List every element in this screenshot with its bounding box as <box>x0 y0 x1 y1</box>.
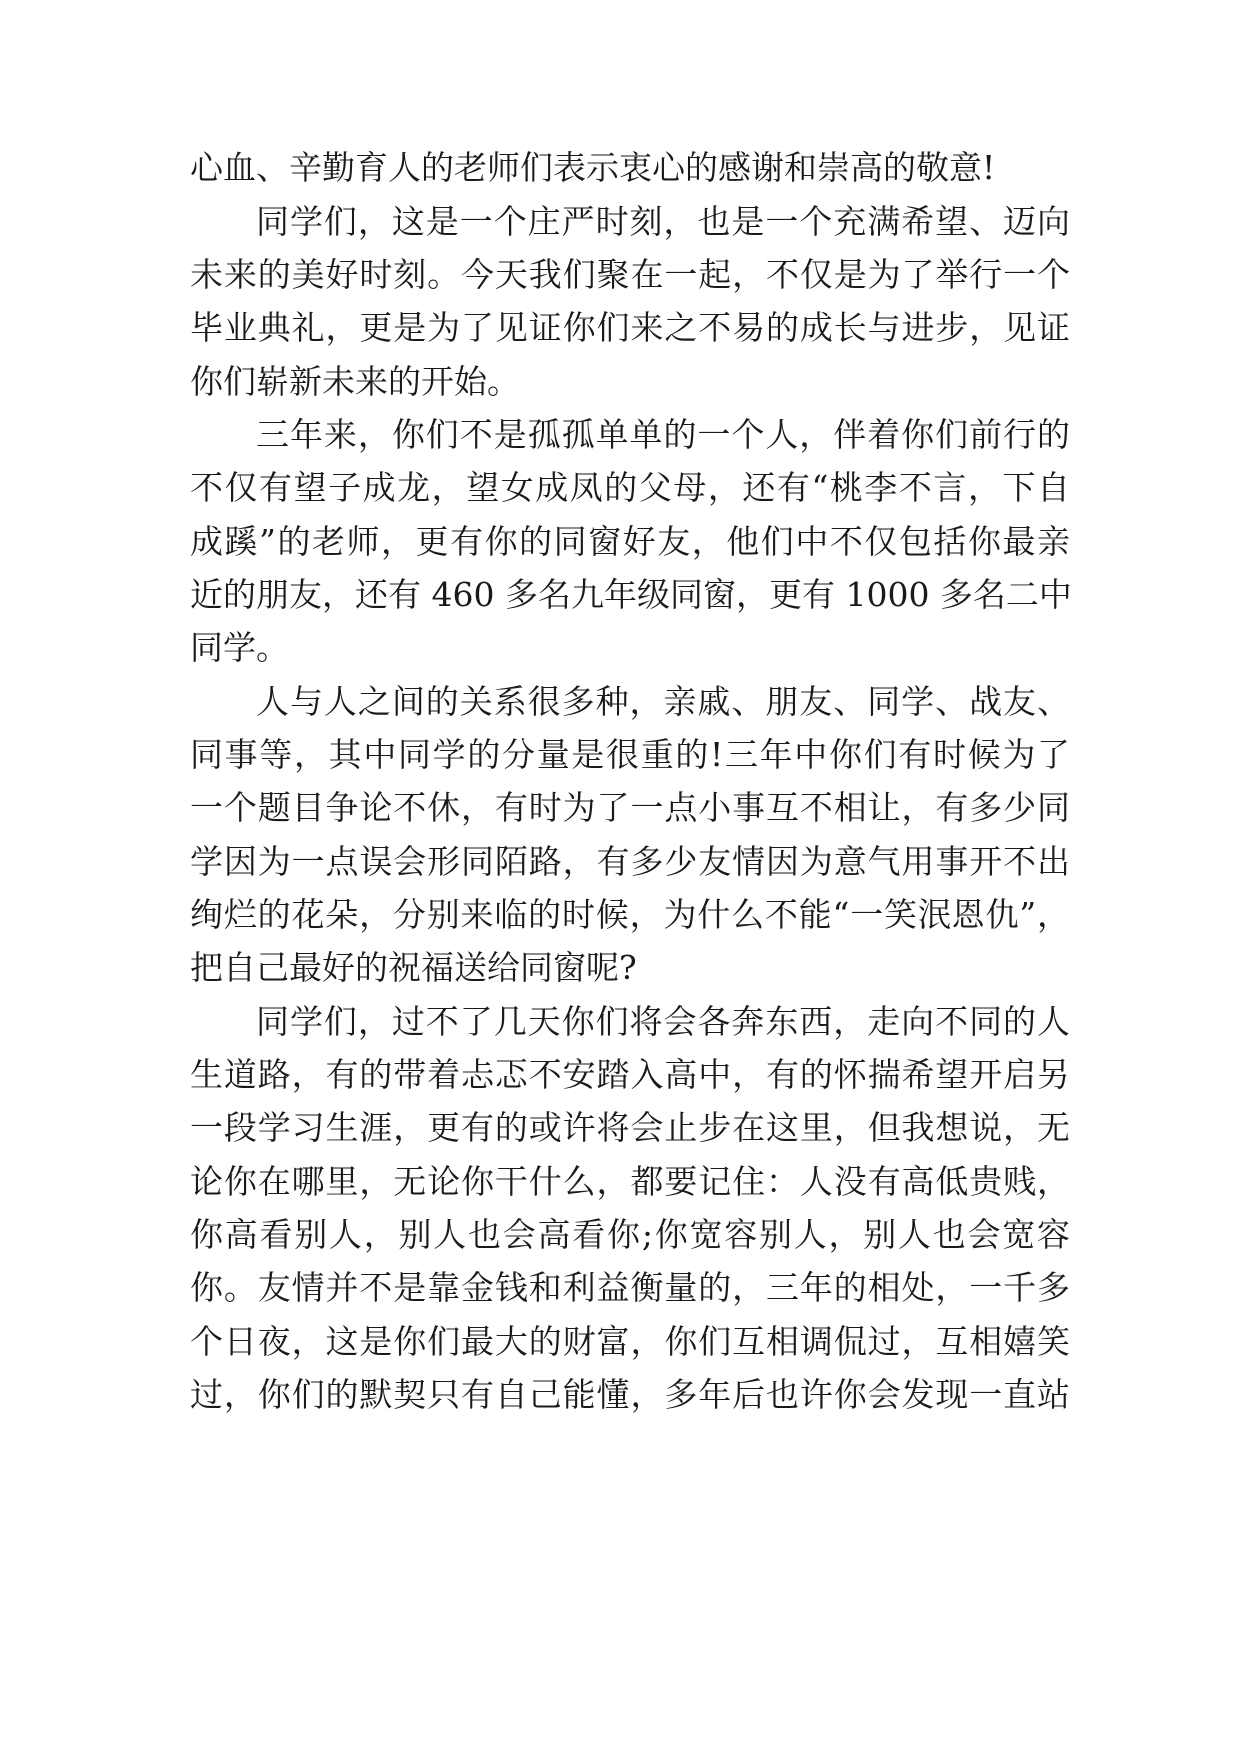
text-line: 个日夜，这是你们最大的财富，你们互相调侃过，互相嬉笑 <box>190 1322 1070 1361</box>
text-line: 心血、辛勤育人的老师们表示衷心的感谢和崇高的敬意! <box>190 148 996 187</box>
text-line: 成蹊”的老师，更有你的同窗好友，他们中不仅包括你最亲 <box>190 522 1070 561</box>
text-line: 人与人之间的关系很多种，亲戚、朋友、同学、战友、 <box>256 682 1070 721</box>
text-line: 论你在哪里，无论你干什么，都要记住：人没有高低贵贱， <box>190 1162 1070 1201</box>
text-line: 你高看别人，别人也会高看你;你宽容别人，别人也会宽容 <box>190 1215 1070 1254</box>
text-line: 同事等，其中同学的分量是很重的!三年中你们有时候为了 <box>190 735 1070 774</box>
text-line: 三年来，你们不是孤孤单单的一个人，伴着你们前行的 <box>256 415 1070 454</box>
text-line: 学因为一点误会形同陌路，有多少友情因为意气用事开不出 <box>190 842 1070 881</box>
text-line: 毕业典礼，更是为了见证你们来之不易的成长与进步，见证 <box>190 308 1070 347</box>
text-line: 把自己最好的祝福送给同窗呢? <box>190 948 637 987</box>
text-line: 同学。 <box>190 628 289 667</box>
text-line: 一个题目争论不休，有时为了一点小事互不相让，有多少同 <box>190 788 1070 827</box>
text-line: 你。友情并不是靠金钱和利益衡量的，三年的相处，一千多 <box>190 1268 1070 1307</box>
text-line: 你们崭新未来的开始。 <box>190 362 520 401</box>
text-line: 绚烂的花朵，分别来临的时候，为什么不能“一笑泯恩仇”， <box>190 895 1070 934</box>
text-line: 未来的美好时刻。今天我们聚在一起，不仅是为了举行一个 <box>190 255 1070 294</box>
text-line: 近的朋友，还有 460 多名九年级同窗，更有 1000 多名二中 <box>190 575 1072 614</box>
text-line: 同学们，这是一个庄严时刻，也是一个充满希望、迈向 <box>256 202 1070 241</box>
text-line: 过，你们的默契只有自己能懂，多年后也许你会发现一直站 <box>190 1375 1070 1414</box>
text-line: 不仅有望子成龙，望女成凤的父母，还有“桃李不言，下自 <box>190 468 1070 507</box>
text-line: 生道路，有的带着忐忑不安踏入高中，有的怀揣希望开启另 <box>190 1055 1070 1094</box>
text-line: 一段学习生涯，更有的或许将会止步在这里，但我想说，无 <box>190 1108 1070 1147</box>
text-line: 同学们，过不了几天你们将会各奔东西，走向不同的人 <box>256 1002 1070 1041</box>
